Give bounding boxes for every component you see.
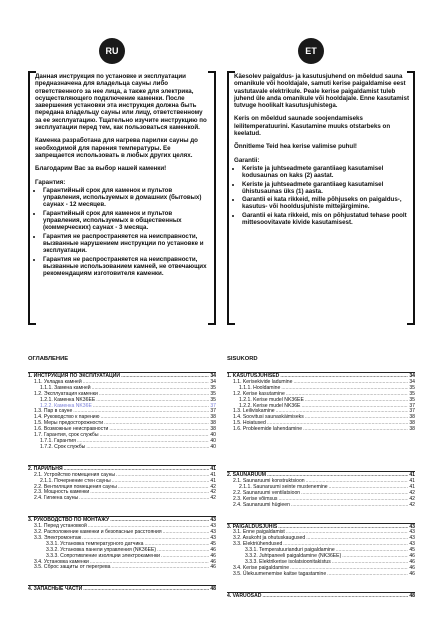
toc-entry-title: 1.2.1. Каменка NK36EE <box>40 396 96 403</box>
intro-paragraph: Käesolev paigaldus- ja kasutusjuhend on mõeldud sauna omanikule või hooldajale, samuti kerise paigaldamise eest vastutavale elektrikule. Peale kerise paigaldamist tuleb juhend üle anda omanikule või hooldajale. Enne kasutamist tutvuge hoolikalt kasutusjuhistega. <box>234 73 410 110</box>
toc-spacer <box>227 449 415 457</box>
toc-entry-title: 2.3. Kerise võimsus <box>233 495 278 502</box>
toc-page-number: 45 <box>210 540 216 547</box>
toc-page-number: 48 <box>210 586 216 593</box>
intro-paragraph: Õnnitleme Teid hea kerise valimise puhul! <box>234 143 357 151</box>
toc-page-number: 34 <box>210 373 216 379</box>
toc-entry-title: 3.2. Расположение каменки и безопасные расстояния <box>34 529 162 536</box>
toc-entry-title: 3.4. Kerise paigaldamine <box>233 564 290 571</box>
intro-paragraph: Данная инструкция по установке и эксплуатации предназначена для владельца сауны либо ответственного за нее лица, а также для электрика, осуществляющего подключение каменки. После завершения установки эта инструкция должна быть передана владельцу сауны или лицу, ответственному за ее эксплуатацию. Тщательно изучите инструкцию по эксплуатации перед тем, как пользоваться каменкой. <box>35 73 207 132</box>
toc-entry-title: 1. KASUTUSJUHISED <box>227 373 280 379</box>
toc-entry-title: 3.5. Сброс защиты от перегрева <box>34 564 111 571</box>
toc-entry-title: 2. SAUNARUUM <box>227 472 267 479</box>
toc-entry-title: 2.2. Вентиляция помещения сауны <box>34 483 117 490</box>
toc-entry-title: 3. PAIGALDUSJUHIS <box>227 523 278 530</box>
toc-entry-title: 1.4. Руководство к парению <box>34 414 100 421</box>
toc-entry-title: 3.3.3. Сопротивление изоляции электрокаменки <box>46 552 161 559</box>
toc-page-number: 34 <box>409 373 415 379</box>
toc-entry-title: 3.3. Электромонтаж <box>34 534 82 541</box>
toc-entry-title: 2.2. Saunaruumi ventilatsioon <box>233 489 301 496</box>
toc-page-number: 35 <box>210 396 216 403</box>
guarantee-item: • Keriste ja juhtseadmete garantiiaeg kasutamisel ühistusaunas üks (1) aasta. <box>242 181 409 196</box>
toc-entry <box>28 445 216 451</box>
table-of-contents <box>227 366 415 600</box>
guarantee-title: Гарантия: <box>35 178 66 186</box>
toc-page-number: 37 <box>210 402 216 409</box>
toc-entry-title: 3.2. Asukoht ja ohutuskaugused <box>233 535 306 542</box>
toc-spacer <box>227 509 415 517</box>
toc-page-number: 43 <box>210 529 216 536</box>
toc-page-number: 38 <box>409 414 415 421</box>
toc-dot-leader <box>327 572 408 578</box>
toc-page-number: 43 <box>210 534 216 541</box>
toc-entry-title: 1.7. Гарантия, срок службы <box>34 432 99 439</box>
toc-entry-title: 3.3.3. Elektrikerise isolatsioonitakistus <box>245 558 331 565</box>
toc-page-number: 41 <box>210 477 216 484</box>
toc-dot-leader <box>303 427 408 433</box>
toc-entry-title: 3.3. Elektriühendused <box>233 541 283 548</box>
toc-spacer <box>28 571 216 579</box>
toc-page-number: 35 <box>409 396 415 403</box>
toc-entry-title: 1.2.2. Каменка NK36E <box>40 402 92 409</box>
toc-entry-title: 2.3. Мощность каменки <box>34 489 90 496</box>
toc-dot-leader <box>291 503 408 509</box>
toc-page-number: 38 <box>409 426 415 433</box>
toc-page-number: 46 <box>210 558 216 565</box>
guarantee-list <box>234 165 409 226</box>
toc-page-number: 35 <box>210 390 216 397</box>
toc-page-number: 38 <box>210 426 216 433</box>
toc-entry-title: 1.4. Soovitusi saunaskäimiseks <box>233 414 304 421</box>
toc-entry-title: 1.5. Меры предосторожности <box>34 420 104 427</box>
toc-title: ОГЛАВЛЕНИЕ <box>28 356 69 362</box>
toc-entry-title: 3. РУКОВОДСТВО ПО МОНТАЖУ <box>28 517 110 524</box>
toc-entry-title: 2.1. Устройство помещения сауны <box>34 471 116 478</box>
toc-page-number: 41 <box>210 465 216 472</box>
toc-spacer <box>227 457 415 465</box>
toc-spacer <box>227 578 415 586</box>
toc-page-number: 40 <box>210 437 216 444</box>
toc-page-number: 34 <box>409 378 415 385</box>
toc-entry-title: 1.2.1. Kerise mudel NK36EE <box>239 396 304 403</box>
toc-page-number: 40 <box>210 432 216 439</box>
toc-page-number: 46 <box>210 546 216 553</box>
toc-spacer <box>227 433 415 441</box>
toc-entry-title: 1.2. Kerise kasutamine <box>233 390 285 397</box>
toc-page-number: 42 <box>409 489 415 496</box>
toc-entry-title: 3.4. Установка каменки <box>34 558 89 565</box>
toc-page-number: 34 <box>210 378 216 385</box>
toc-page-number: 35 <box>409 390 415 397</box>
toc-spacer <box>28 502 216 510</box>
toc-page-number: 35 <box>409 384 415 391</box>
guarantee-item: • Garantii ei kata rikkeid, mis on põhjustatud tehase poolt mittesoovitavate kivide kasutamisest. <box>242 212 409 227</box>
toc-page-number: 46 <box>409 553 415 560</box>
toc-dot-leader <box>111 565 209 571</box>
toc-page-number: 46 <box>210 552 216 559</box>
guarantee-item: • Гарантия не распространяется на неисправности, вызванные нарушением инструкции по установке и эксплуатации. <box>43 233 210 255</box>
toc-page-number: 46 <box>409 558 415 565</box>
toc-entry <box>28 496 216 502</box>
toc-entry <box>28 565 216 571</box>
intro-paragraph: Keris on mõeldud saunade soojendamiseks leilitemperatuurini. Kasutamine muuks otstarbeks on keelatud. <box>234 115 391 138</box>
toc-entry <box>227 572 415 578</box>
toc-entry-title: 1.2.2. Kerise mudel NK36E <box>239 402 301 409</box>
toc-page-number: 43 <box>210 517 216 524</box>
toc-dot-leader <box>86 445 209 451</box>
toc-entry-title: 1.6. Probleemide lahendamine <box>233 426 303 433</box>
toc-chapter <box>28 585 216 593</box>
toc-page-number: 37 <box>409 402 415 409</box>
toc-page-number: 46 <box>210 564 216 571</box>
toc-page-number: 38 <box>210 420 216 427</box>
toc-entry-title: 1.7.1. Гарантия <box>40 437 76 444</box>
intro-paragraph: Каменка разработана для нагрева парилки сауны до необходимой для парения температуры. Ее запрещается использовать в любых других целях. <box>35 137 198 159</box>
toc-spacer <box>227 441 415 449</box>
toc-dot-leader <box>262 594 408 600</box>
toc-entry-title: 2.1. Saunaruumi konstruktsioon <box>233 477 305 484</box>
language-badge-et: ET <box>298 38 324 64</box>
toc-entry-title: 2.4. Saunaruumi hügieen <box>233 501 290 508</box>
toc-entry-title: 3.3.2. Juhtpaneeli paigaldamine (NK36EE) <box>245 553 342 560</box>
toc-page-number: 42 <box>210 489 216 496</box>
guarantee-list <box>35 187 210 278</box>
toc-page-number: 43 <box>409 523 415 530</box>
toc-page-number: 43 <box>409 529 415 536</box>
toc-entry-title: 1.1.1. Замена камней <box>40 384 91 391</box>
toc-entry-title: 1. ИНСТРУКЦИЯ ПО ЭКСПЛУАТАЦИИ <box>28 373 121 379</box>
toc-chapter <box>227 592 415 600</box>
toc-page-number: 43 <box>409 541 415 548</box>
toc-page-number: 48 <box>409 592 415 599</box>
guarantee-item: • Гарантийный срок для каменок и пультов управления, используемых в домашних (бытовых) саунах - 12 месяцев. <box>43 187 210 209</box>
guarantee-item: • Garantii ei kata rikkeid, mille põhjuseks on paigaldus-, kasutus- või hooldusjuhiste mittejärgimine. <box>242 196 409 211</box>
toc-entry <box>227 427 415 433</box>
toc-page-number: 42 <box>210 495 216 502</box>
toc-dot-leader <box>83 587 209 593</box>
guarantee-title: Garantii: <box>234 156 260 164</box>
toc-page-number: 42 <box>409 495 415 502</box>
toc-entry-title: 3.3.2. Установка панели управления (NK36EE) <box>46 546 157 553</box>
guarantee-item: • Keriste ja juhtseadmete garantiiaeg kasutamisel kodusaunas on kaks (2) aastat. <box>242 165 409 180</box>
toc-entry-title: 3.3.1. Temperatuurianduri paigaldamine <box>245 547 335 554</box>
toc-entry-title: 4. ЗАПАСНЫЕ ЧАСТИ <box>28 586 83 593</box>
toc-entry-title: 1.1. Kerisekivide ladumine <box>233 378 293 385</box>
toc-page-number: 42 <box>409 501 415 508</box>
intro-paragraph: Благодарим Вас за выбор нашей каменки! <box>35 165 167 173</box>
toc-dot-leader <box>79 496 209 502</box>
toc-entry-title: 1.3. Leiliviskamine <box>233 408 275 415</box>
toc-entry-title: 1.3. Пар в сауне <box>34 408 73 415</box>
toc-page-number: 41 <box>409 472 415 479</box>
language-badge-ru: RU <box>99 38 125 64</box>
toc-title: SISUKORD <box>227 356 258 362</box>
toc-entry-title: 2.1.1. Saunaruumi seinte mustenemine <box>239 483 328 490</box>
intro-box-et <box>227 71 415 325</box>
intro-box-ru <box>28 71 216 325</box>
table-of-contents <box>28 366 216 593</box>
toc-page-number: 40 <box>210 443 216 450</box>
toc-entry-title: 1.1. Укладка камней <box>34 378 82 385</box>
toc-entry-title: 2.1.1. Почернение стен сауны <box>40 477 111 484</box>
toc-page-number: 46 <box>409 564 415 571</box>
toc-page-number: 38 <box>409 420 415 427</box>
toc-page-number: 46 <box>409 570 415 577</box>
toc-page-number: 37 <box>409 408 415 415</box>
toc-entry-title: 1.6. Возможные неисправности <box>34 426 109 433</box>
toc-page-number: 41 <box>409 477 415 484</box>
toc-page-number: 38 <box>210 414 216 421</box>
toc-entry-title: 3.1. Перед установкой <box>34 523 87 530</box>
guarantee-item: • Гарантийный срок для каменок и пультов управления, используемых в общественных (коммерческих) саунах - 3 месяца. <box>43 210 210 232</box>
toc-entry-title: 1.1.1. Hooldamine <box>239 384 281 391</box>
toc-entry-title: 2.4. Гигиена сауны <box>34 495 79 502</box>
toc-page-number: 43 <box>210 523 216 530</box>
toc-page-number: 43 <box>409 535 415 542</box>
toc-spacer <box>28 451 216 459</box>
toc-entry-title: 3.3.1. Установка температурного датчика <box>46 540 144 547</box>
toc-page-number: 41 <box>409 483 415 490</box>
toc-page-number: 35 <box>210 384 216 391</box>
toc-entry-title: 1.7.2. Срок службы <box>40 443 86 450</box>
toc-entry-title: 1.2. Эксплуатация каменки <box>34 390 98 397</box>
toc-entry-title: 2. ПАРИЛЬНЯ <box>28 465 63 472</box>
toc-entry-title: 1.5. Hoiatused <box>233 420 266 427</box>
toc-page-number: 45 <box>409 547 415 554</box>
toc-entry-title: 3.5. Ülekuumenemise kaitse tagastamine <box>233 570 327 577</box>
toc-page-number: 42 <box>210 483 216 490</box>
toc-page-number: 37 <box>210 408 216 415</box>
guarantee-item: • Гарантия не распространяется на неисправности, вызванные использованием камней, не отвечающих рекомендациям изготовителя каменки. <box>43 256 210 278</box>
toc-page-number: 41 <box>210 471 216 478</box>
toc-entry-title: 3.1. Enne paigaldamist <box>233 529 285 536</box>
toc-entry <box>227 503 415 509</box>
toc-entry-title: 4. VARUOSAD <box>227 592 262 599</box>
